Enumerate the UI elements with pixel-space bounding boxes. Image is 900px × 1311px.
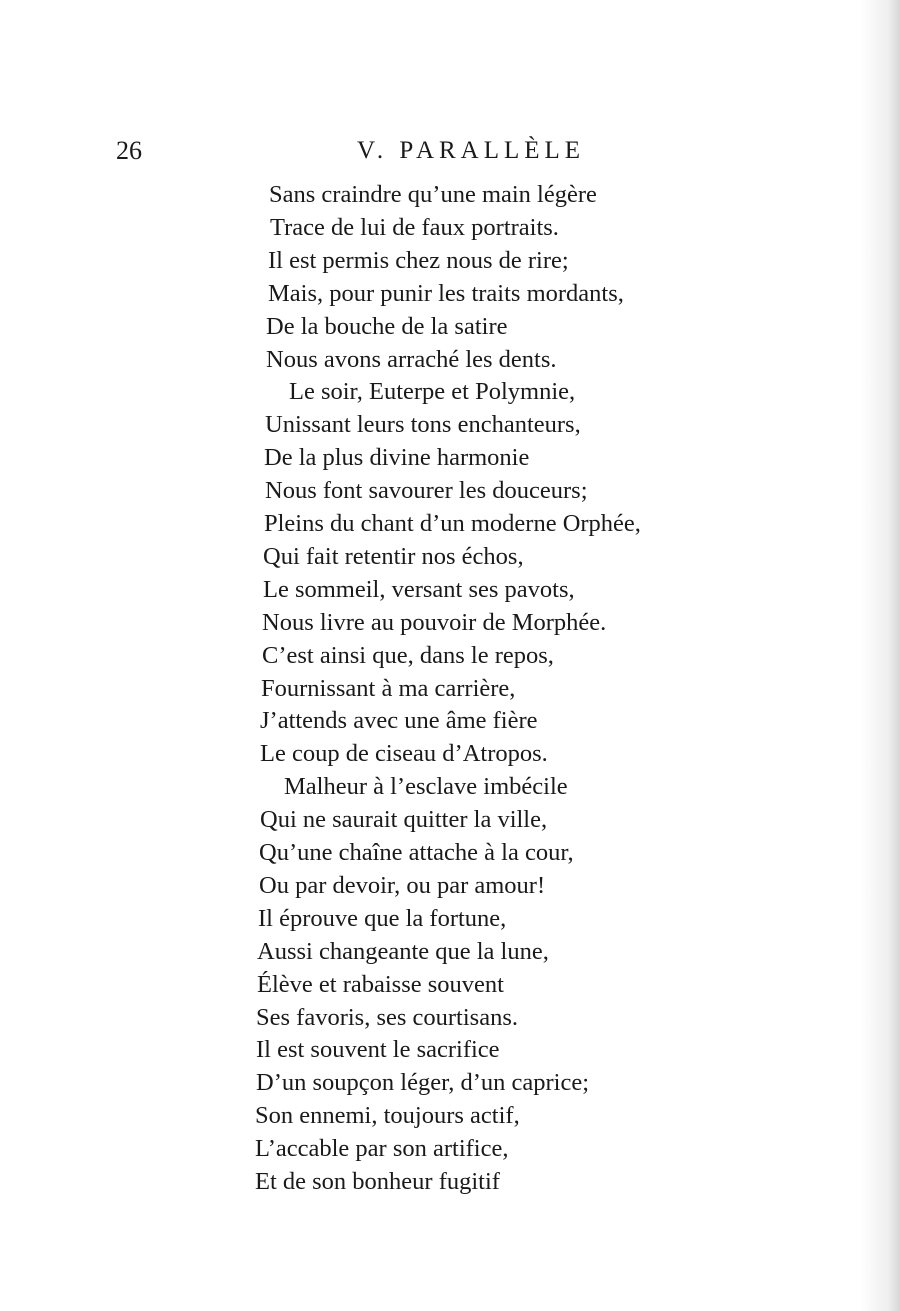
running-title: V. PARALLÈLE: [357, 137, 586, 164]
poem-line: Il éprouve que la fortune,: [258, 905, 507, 932]
page-edge-shadow: [860, 0, 900, 1311]
poem-line: Le sommeil, versant ses pavots,: [263, 576, 575, 603]
poem-line: Élève et rabaisse souvent: [257, 971, 504, 998]
poem-line: Et de son bonheur fugitif: [255, 1168, 500, 1195]
poem-line: Ou par devoir, ou par amour!: [259, 872, 546, 899]
page-number: 26: [116, 136, 142, 165]
poem-line: Aussi changeante que la lune,: [257, 938, 549, 965]
poem-line: L’accable par son artifice,: [255, 1135, 509, 1162]
poem-line: De la plus divine harmonie: [264, 444, 530, 471]
poem-line: Son ennemi, toujours actif,: [255, 1102, 520, 1129]
poem-line: De la bouche de la satire: [266, 313, 508, 340]
poem-line: Qu’une chaîne attache à la cour,: [259, 839, 574, 866]
poem-line: Malheur à l’esclave imbécile: [284, 773, 568, 800]
poem-line: Nous font savourer les douceurs;: [265, 477, 588, 504]
poem-line: Unissant leurs tons enchanteurs,: [265, 411, 581, 438]
poem-line: Qui ne saurait quitter la ville,: [260, 806, 548, 833]
poem-line: Il est permis chez nous de rire;: [268, 247, 569, 274]
poem-line: C’est ainsi que, dans le repos,: [262, 642, 554, 669]
poem-line: Le soir, Euterpe et Polymnie,: [289, 378, 576, 405]
poem-line: Qui fait retentir nos échos,: [263, 543, 524, 570]
poem-line: Ses favoris, ses courtisans.: [256, 1004, 518, 1031]
poem-line: Il est souvent le sacrifice: [256, 1036, 500, 1063]
poem-line: Fournissant à ma carrière,: [261, 675, 516, 702]
poem-line: Sans craindre qu’une main légère: [269, 181, 597, 208]
poem-line: D’un soupçon léger, d’un caprice;: [256, 1069, 590, 1096]
poem-line: Pleins du chant d’un moderne Orphée,: [264, 510, 641, 537]
poem-line: J’attends avec une âme fière: [260, 707, 538, 734]
poem-line: Le coup de ciseau d’Atropos.: [260, 740, 548, 767]
poem-line: Trace de lui de faux portraits.: [270, 214, 559, 241]
poem-line: Nous livre au pouvoir de Morphée.: [262, 609, 607, 636]
poem-line: Mais, pour punir les traits mordants,: [268, 280, 624, 307]
poem-line: Nous avons arraché les dents.: [266, 346, 557, 373]
